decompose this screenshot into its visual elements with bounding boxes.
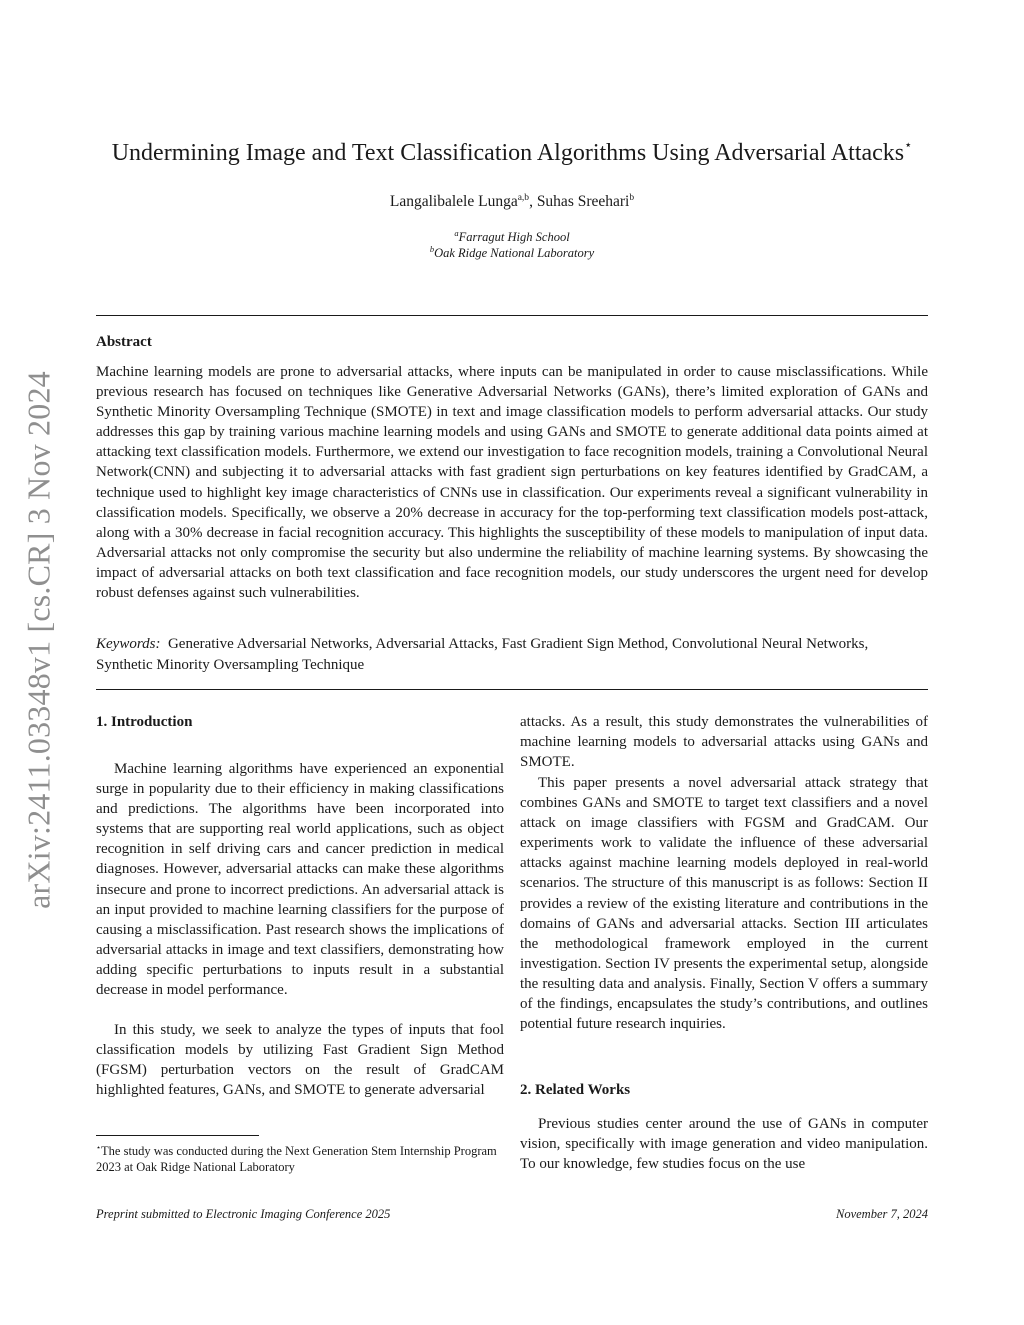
footnote-rule: [96, 1135, 259, 1136]
introduction-paragraph-1: Machine learning algorithms have experienced an exponential surge in popularity due to their efficiency in making classifications and predictions. The algorithms have been incorporated into systems that are supporting real world applications, such as object recognition in self driving cars and cancer prediction in medical diagnoses. However, adversarial attacks can make these algorithms insecure and prone to incorrect predictions. An adversarial attack is an input provided to machine learning classifiers for the purpose of causing a misclassification. Past research shows the implications of adversarial attacks in image and text classifiers, demonstrating how adding specific perturbations to inputs result in a substantial decrease in model performance.: [96, 761, 504, 999]
affiliation-a-name: Farragut High School: [458, 230, 570, 245]
introduction-paragraph-3: This paper presents a novel adversarial attack strategy that combines GANs and SMOTE to target text classifiers and a novel attack on image classifiers with FGSM and GradCAM. Our experiments work to validate the influence of these adversarial attacks against machine learning models deployed in real-world scenarios. The structure of this manuscript is as follows: Section II provides a review of the existing literature and contributions in the domains of GANs and adversarial attacks. Section III articulates the methodological framework employed in the current investigation. Section IV presents the experimental setup, alongside the resulting data and analysis. Finally, Section V offers a summary of the findings, encapsulates the study’s contributions, and outlines potential future research inquiries.: [520, 775, 928, 1033]
keywords-text: Generative Adversarial Networks, Adversarial Attacks, Fast Gradient Sign Method, Convolutional Neural Networks, Synthetic Minority Oversampling Technique: [96, 636, 869, 673]
paper-title: [96, 132, 928, 168]
related-works-heading: 2. Related Works: [520, 1082, 631, 1098]
author-1-name: Langalibalele Lunga: [389, 193, 518, 211]
footer-preprint-note: Preprint submitted to Electronic Imaging Conference 2025: [96, 1207, 391, 1221]
keywords-label: Keywords:: [96, 636, 161, 652]
author-list: [96, 188, 928, 212]
footnote-marker: ⋆: [96, 1143, 102, 1152]
introduction-paragraph-2: In this study, we seek to analyze the types of inputs that fool classification models by utilizing Fast Gradient Sign Method (FGSM) perturbation vectors on the result of GradCAM highlighted features, GANs, and SMOTE to generate adversarial: [96, 1022, 504, 1099]
author-1-affiliation: a,b: [517, 193, 530, 203]
abstract-heading: Abstract: [96, 334, 152, 350]
arxiv-identifier-stamp: arXiv:2411.03348v1 [cs.CR] 3 Nov 2024: [20, 371, 57, 909]
abstract-text: Machine learning models are prone to adversarial attacks, where inputs can be manipulated in order to cause misclassifications. While previous research has focused on techniques like Generative Adversarial Networks (GANs), there’s limited exploration of GANs and Synthetic Minority Oversampling Technique (SMOTE) in text and image classification models to perform adversarial attacks. Our study addresses this gap by training various machine learning models and using GANs and SMOTE to generate additional data points aimed at attacking text classification models. Furthermore, we extend our investigation to face recognition models, training a Convolutional Neural Network(CNN) and subjecting it to adversarial attacks with fast gradient sign perturbations on key features identified by GradCAM, a technique used to highlight key image characteristics of CNNs use in classification. Our experiments reveal a significant vulnerability in classification models. Specifically, we observe a 20% decrease in accuracy for the top-performing text classification models post-attack, along with a 30% decrease in facial recognition accuracy. This highlights the susceptibility of these models to manipulation of input data. Adversarial attacks not only compromise the security but also undermine the reliability of machine learning systems. By showcasing the impact of adversarial attacks on both text classification and face recognition models, our study underscores the urgent need for develop robust defenses against such vulnerabilities.: [96, 364, 928, 602]
author-separator: ,: [529, 193, 537, 211]
related-works-paragraph-1: Previous studies center around the use of GANs in computer vision, specifically with image generation and video manipulation. To our knowledge, few studies focus on the use: [520, 1116, 928, 1173]
abstract-bottom-rule: [96, 689, 928, 690]
title-text: Undermining Image and Text Classification Algorithms Using Adversarial Attacks: [111, 140, 905, 166]
author-2-affiliation: b: [629, 193, 635, 203]
footer-date: November 7, 2024: [836, 1207, 928, 1221]
introduction-paragraph-2-continued: attacks. As a result, this study demonstrates the vulnerabilities of machine learning models to adversarial attacks using GANs and SMOTE.: [520, 714, 928, 771]
author-2-name: Suhas Sreehari: [536, 193, 630, 211]
affiliation-b: [96, 241, 928, 261]
introduction-heading: 1. Introduction: [96, 714, 193, 730]
footnote-text: The study was conducted during the Next Generation Stem Internship Program 2023 at Oak Ridge National Laboratory: [96, 1144, 497, 1175]
affiliation-b-label: b: [429, 244, 435, 254]
abstract-top-rule: [96, 315, 928, 316]
footnote: [96, 1140, 504, 1175]
title-footnote-marker: ⋆: [904, 137, 913, 152]
affiliation-a-label: a: [454, 228, 459, 238]
keywords: [96, 634, 928, 675]
affiliation-b-name: Oak Ridge National Laboratory: [434, 246, 595, 261]
